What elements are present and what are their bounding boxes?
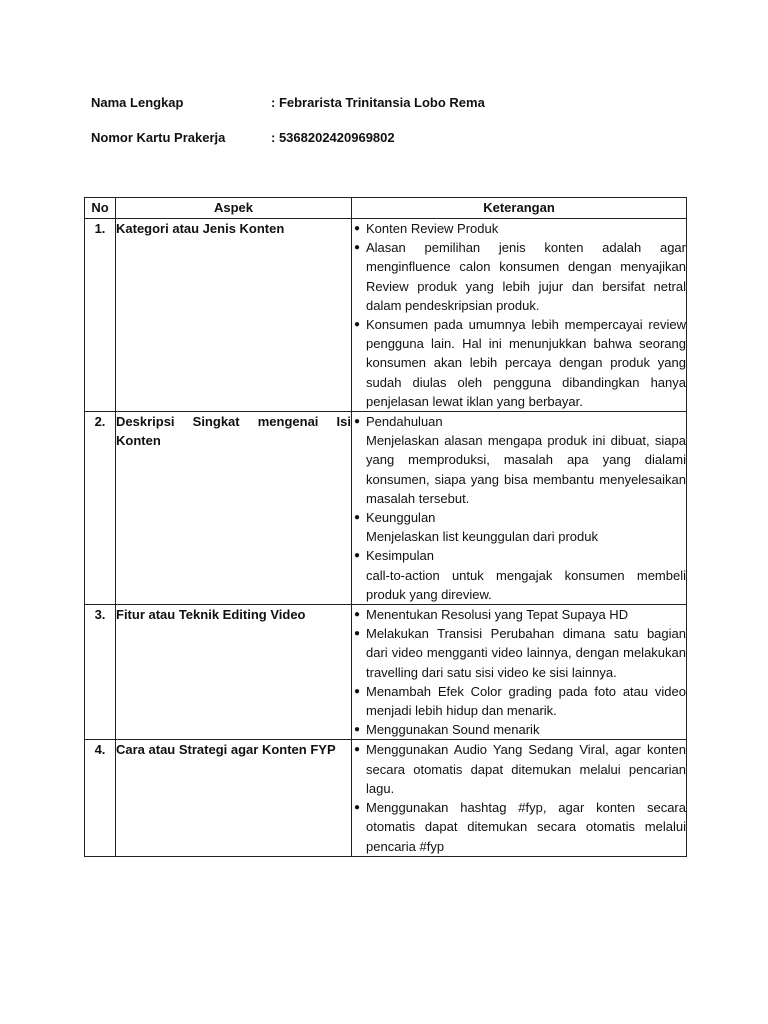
item-text: Alasan pemilihan jenis konten adalah agar menginfluence calon konsumen dengan menyajikan Review produk yang lebih jujur dan bersifat netral dalam pendeskripsian produk. xyxy=(366,240,686,313)
bullet-list xyxy=(352,219,686,411)
item-detail: Menjelaskan alasan mengapa produk ini dibuat, siapa yang memproduksi, masalah apa yang dialami konsumen, siapa yang bisa membantu menyelesaikan masalah tersebut. xyxy=(366,433,686,506)
row-number: 3. xyxy=(85,605,116,740)
row-number: 1. xyxy=(85,219,116,412)
item-text: Menggunakan hashtag #fyp, agar konten secara otomatis dapat ditemukan secara otomatis melalui pencaria #fyp xyxy=(366,800,686,854)
row-keterangan xyxy=(352,412,687,605)
list-item xyxy=(352,315,686,411)
list-item xyxy=(352,605,686,624)
column-header-no: No xyxy=(85,198,116,219)
list-item xyxy=(352,508,686,546)
table-header-row xyxy=(85,198,687,219)
list-item xyxy=(352,238,686,315)
column-header-aspek: Aspek xyxy=(116,198,352,219)
bullet-icon: ● xyxy=(354,416,361,428)
bullet-list xyxy=(352,412,686,604)
list-item xyxy=(352,720,686,739)
bullet-icon: ● xyxy=(354,223,361,234)
list-item xyxy=(352,219,686,238)
list-item xyxy=(352,412,686,508)
item-text: Keunggulan xyxy=(366,510,436,526)
list-item xyxy=(352,546,686,604)
bullet-list xyxy=(352,740,686,855)
table-row xyxy=(85,605,687,740)
item-text: Pendahuluan xyxy=(366,414,443,430)
item-detail: Menjelaskan list keunggulan dari produk xyxy=(366,529,598,545)
row-keterangan xyxy=(352,605,687,740)
card-number-value: : 5368202420969802 xyxy=(271,130,395,145)
table-row xyxy=(85,219,687,412)
item-text: Menggunakan Audio Yang Sedang Viral, agar konten secara otomatis dapat ditemukan melalui pencarian lagu. xyxy=(366,742,686,796)
bullet-icon: ● xyxy=(354,512,361,524)
row-aspek: Cara atau Strategi agar Konten FYP xyxy=(116,740,352,856)
bullet-icon: ● xyxy=(354,744,361,756)
row-number: 4. xyxy=(85,740,116,856)
item-text: Menentukan Resolusi yang Tepat Supaya HD xyxy=(366,607,629,623)
list-item xyxy=(352,624,686,682)
item-text: Menambah Efek Color grading pada foto atau video menjadi lebih hidup dan menarik. xyxy=(366,683,686,719)
bullet-icon: ● xyxy=(354,242,361,254)
row-aspek: Deskripsi Singkat mengenai Isi Konten xyxy=(116,412,352,605)
list-item xyxy=(352,682,686,720)
bullet-icon: ● xyxy=(354,628,361,640)
item-text: Menggunakan Sound menarik xyxy=(366,722,540,738)
item-detail: call-to-action untuk mengajak konsumen membeli produk yang direview. xyxy=(366,567,686,602)
name-value: : Febrarista Trinitansia Lobo Rema xyxy=(271,95,485,110)
content-plan-table xyxy=(84,197,687,857)
table-body xyxy=(85,219,687,857)
row-keterangan xyxy=(352,219,687,412)
bullet-list xyxy=(352,605,686,739)
column-header-keterangan: Keterangan xyxy=(352,198,687,219)
table-row xyxy=(85,740,687,856)
bullet-icon: ● xyxy=(354,724,361,736)
row-keterangan xyxy=(352,740,687,856)
item-text: Kesimpulan xyxy=(366,548,434,564)
item-text: Konsumen pada umumnya lebih mempercayai review pengguna lain. Hal ini menunjukkan bahwa seorang konsumen akan lebih percaya dengan produk yang sudah diulas oleh pengguna dibandingkan hanya penjelasan lewat iklan yang berbayar. xyxy=(366,317,686,409)
row-aspek: Fitur atau Teknik Editing Video xyxy=(116,605,352,740)
bullet-icon: ● xyxy=(354,802,361,814)
name-label: Nama Lengkap xyxy=(91,95,184,110)
table-row xyxy=(85,412,687,605)
bullet-icon: ● xyxy=(354,550,361,562)
card-number-label: Nomor Kartu Prakerja xyxy=(91,130,226,145)
list-item xyxy=(352,740,686,798)
row-aspek: Kategori atau Jenis Konten xyxy=(116,219,352,412)
bullet-icon: ● xyxy=(354,685,361,697)
bullet-icon: ● xyxy=(354,609,361,621)
item-text: Melakukan Transisi Perubahan dimana satu bagian dari video mengganti video lainnya, dengan melakukan travelling dari satu sisi video ke sisi lainnya. xyxy=(366,626,686,680)
row-number: 2. xyxy=(85,412,116,605)
list-item xyxy=(352,798,686,856)
item-text: Konten Review Produk xyxy=(366,221,499,236)
bullet-icon: ● xyxy=(354,319,361,331)
